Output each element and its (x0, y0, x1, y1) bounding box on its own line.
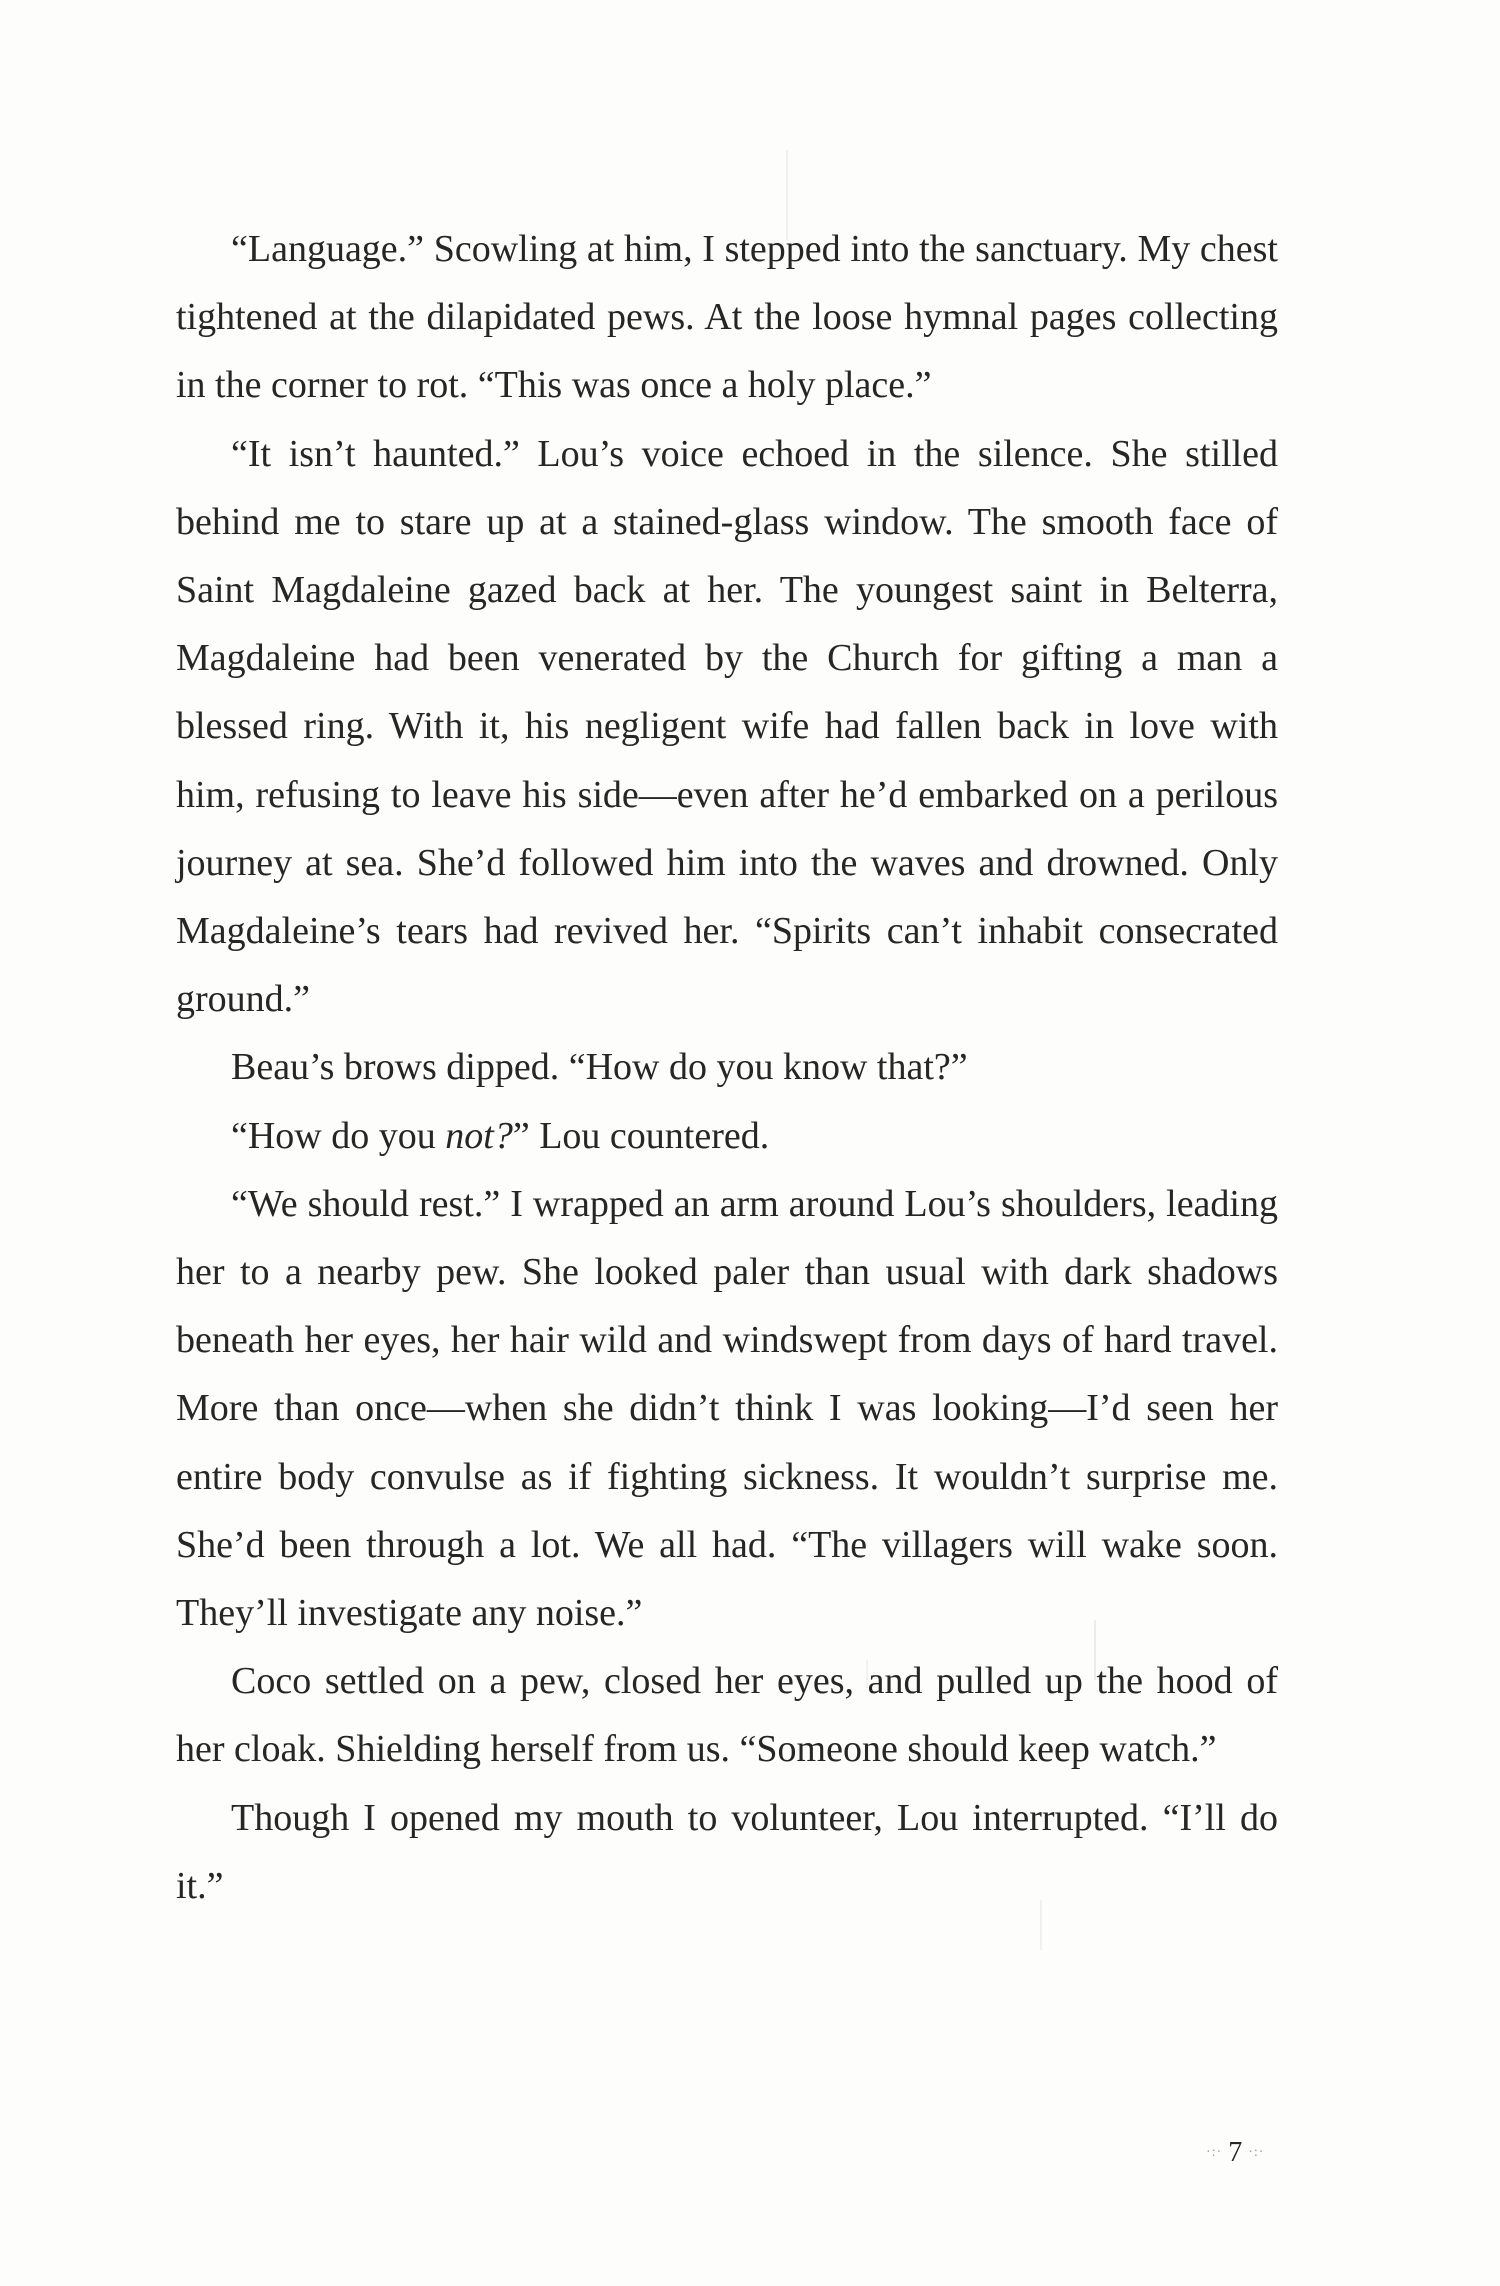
paragraph-text: “How do you (231, 1114, 446, 1157)
paragraph (176, 1647, 1278, 1783)
paragraph (176, 215, 1278, 420)
paragraph (176, 420, 1278, 1034)
paragraph-text: Beau’s brows dipped. “How do you know that?” (231, 1046, 968, 1089)
ornament-icon: ·:· (1248, 2145, 1265, 2160)
paragraph (176, 1102, 1278, 1170)
paragraph-text: “Language.” Scowling at him, I stepped into the sanctuary. My chest tightened at the dilapidated pews. At the loose hymnal pages collecting in the corner to rot. “This was once a holy place.” (176, 228, 1278, 407)
paragraph (176, 1170, 1278, 1647)
page-number (1206, 2137, 1264, 2169)
paragraph (176, 1784, 1278, 1920)
emphasis-text: not? (445, 1114, 513, 1157)
ornament-icon: ·:· (1206, 2145, 1223, 2160)
paragraph-text: Though I opened my mouth to volunteer, Lou interrupted. “I’ll do it.” (176, 1796, 1278, 1907)
paragraph-text: ” Lou countered. (512, 1114, 770, 1157)
page-number-value: 7 (1228, 2137, 1243, 2168)
paragraph-text: Coco settled on a pew, closed her eyes, and pulled up the hood of her cloak. Shielding herself from us. “Someone should keep watch.” (176, 1660, 1278, 1771)
paragraph-text: “It isn’t haunted.” Lou’s voice echoed in the silence. She stilled behind me to stare up at a stained-glass window. The smooth face of Saint Magdaleine gazed back at her. The youngest saint in Belterra, Magdaleine had been venerated by the Church for gifting a man a blessed ring. With it, his negligent wife had fallen back in love with him, refusing to leave his side—even after he’d embarked on a perilous journey at sea. She’d followed him into the waves and drowned. Only Magdaleine’s tears had revived her. “Spirits can’t inhabit consecrated ground.” (176, 432, 1278, 1021)
paragraph-text: “We should rest.” I wrapped an arm around Lou’s shoulders, leading her to a nearby pew. She looked paler than usual with dark shadows beneath her eyes, her hair wild and windswept from days of hard travel. More than once—when she didn’t think I was looking—I’d seen her entire body convulse as if fighting sickness. It wouldn’t surprise me. She’d been through a lot. We all had. “The villagers will wake soon. They’ll investigate any noise.” (176, 1182, 1278, 1635)
body-text (176, 215, 1278, 1920)
paragraph (176, 1033, 1278, 1101)
